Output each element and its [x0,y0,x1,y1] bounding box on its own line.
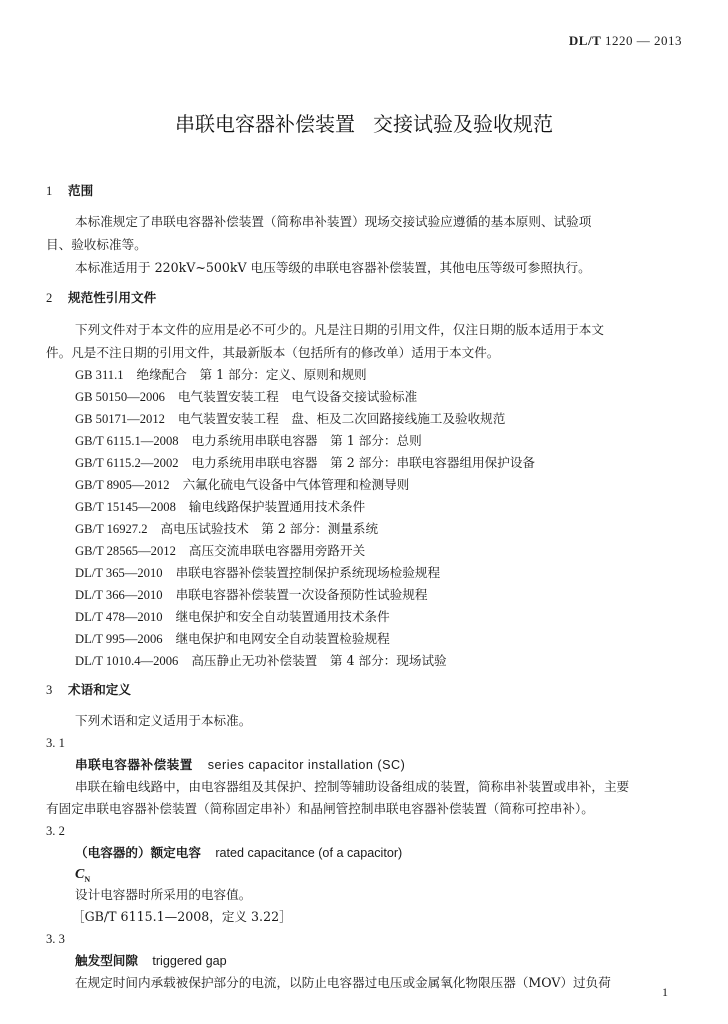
reference-item: GB/T 16927.2 高电压试验技术 第 2 部分：测量系统 [75,521,379,536]
reference-item: DL/T 1010.4—2006 高压静止无功补偿装置 第 4 部分：现场试验 [75,653,447,668]
reference-item: DL/T 365—2010 串联电容器补偿装置控制保护系统现场检验规程 [75,565,441,580]
section-1-para-1-line-2: 目、验收标准等。 [46,237,147,252]
reference-item: GB 50150—2006 电气装置安装工程 电气设备交接试验标准 [75,389,418,404]
term-3-1-title: 串联电容器补偿装置 series capacitor installation (SC) [75,757,406,772]
term-3-1-definition-line-2: 有固定串联电容器补偿装置（简称固定串补）和晶闸管控制串联电容器补偿装置（简称可控串补）。 [46,801,594,816]
title-part-2: 交接试验及验收规范 [373,112,553,136]
term-3-3-title: 触发型间隙 triggered gap [75,953,227,968]
reference-item: DL/T 478—2010 继电保护和安全自动装置通用技术条件 [75,609,390,624]
title-part-1: 串联电容器补偿装置 [175,112,355,136]
reference-item: GB/T 28565—2012 高压交流串联电容器用旁路开关 [75,543,366,558]
document-title [0,108,728,137]
term-3-3-definition: 在规定时间内承载被保护部分的电流，以防止电容器过电压或金属氧化物限压器（MOV）过负荷 [75,975,611,990]
section-3-heading: 3 术语和定义 [46,682,131,697]
term-3-2-title: （电容器的）额定电容 rated capacitance (of a capacitor) [75,845,403,860]
standard-prefix: DL/T [568,33,602,48]
page-number: 1 [662,985,668,999]
section-1-heading: 1 范围 [46,183,94,198]
reference-item: GB/T 6115.1—2008 电力系统用串联电容器 第 1 部分：总则 [75,433,422,448]
reference-item: GB 311.1 绝缘配合 第 1 部分：定义、原则和规则 [75,367,367,382]
section-2-para-line-2: 件。凡是不注日期的引用文件，其最新版本（包括所有的修改单）适用于本文件。 [46,345,500,360]
term-3-2-symbol: $C_N$ [75,867,91,884]
section-2-para-line-1: 下列文件对于本文件的应用是必不可少的。凡是注日期的引用文件，仅注日期的版本适用于本文 [75,322,604,337]
term-3-1-number: 3. 1 [46,736,65,750]
section-1-para-2: 本标准适用于 220kV~500kV 电压等级的串联电容器补偿装置，其他电压等级可参照执行。 [75,260,591,275]
term-3-2-definition: 设计电容器时所采用的电容值。 [75,887,252,902]
reference-item: GB/T 6115.2—2002 电力系统用串联电容器 第 2 部分：串联电容器组用保护设备 [75,455,536,470]
reference-item: DL/T 995—2006 继电保护和电网安全自动装置检验规程 [75,631,390,646]
reference-item: GB/T 8905—2012 六氟化硫电气设备中气体管理和检测导则 [75,477,410,492]
term-3-2-number: 3. 2 [46,824,65,838]
section-1-para-1-line-1: 本标准规定了串联电容器补偿装置（简称串补装置）现场交接试验应遵循的基本原则、试验项 [75,214,592,229]
section-3-intro: 下列术语和定义适用于本标准。 [75,713,252,728]
reference-item: GB 50171—2012 电气装置安装工程 盘、柜及二次回路接线施工及验收规范 [75,411,506,426]
term-3-1-definition-line-1: 串联在输电线路中，由电容器组及其保护、控制等辅助设备组成的装置，简称串补装置或串补，主要 [75,779,630,794]
reference-item: GB/T 15145—2008 输电线路保护装置通用技术条件 [75,499,366,514]
standard-code-header [569,33,682,49]
standard-number: 1220 — 2013 [605,33,682,48]
reference-item: DL/T 366—2010 串联电容器补偿装置一次设备预防性试验规程 [75,587,428,602]
section-2-heading: 2 规范性引用文件 [46,290,157,305]
term-3-2-source: ［GB/T 6115.1—2008，定义 3.22］ [72,909,292,924]
term-3-3-number: 3. 3 [46,932,65,946]
